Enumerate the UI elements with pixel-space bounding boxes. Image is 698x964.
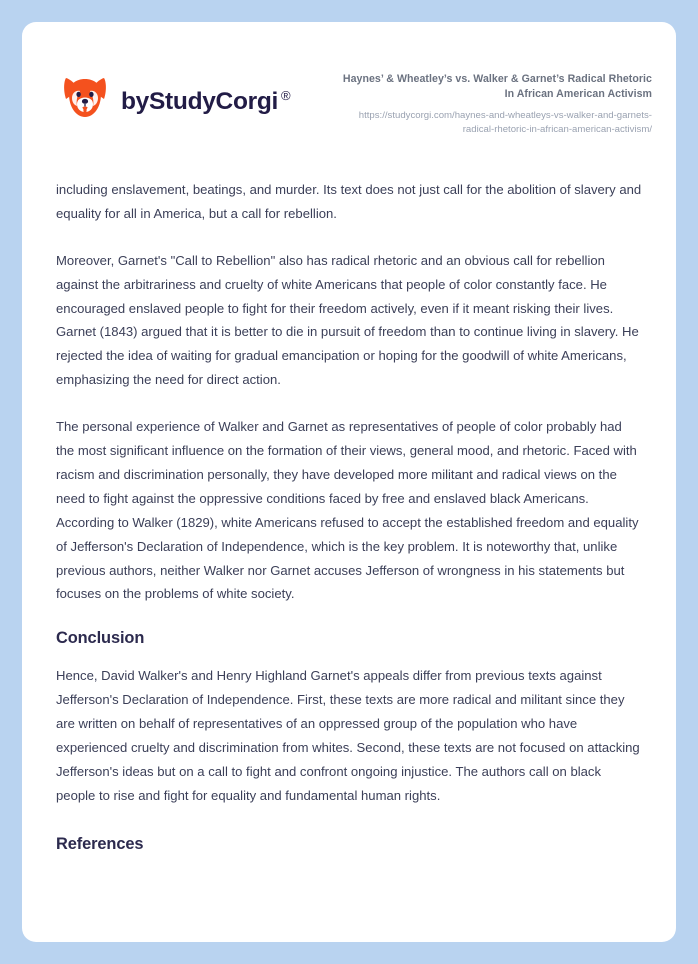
source-url[interactable]: https://studycorgi.com/haynes-and-wheatleys-vs-walker-and-garnets-radical-rhetoric-in-african-american-activism/ bbox=[358, 110, 652, 135]
brand-lockup bbox=[60, 68, 290, 124]
section-heading-conclusion: Conclusion bbox=[56, 629, 145, 648]
brand-prefix: by bbox=[121, 87, 149, 115]
body-paragraph: Moreover, Garnet's "Call to Rebellion" also has radical rhetoric and an obvious call for rebellion against the arbitrariness and cruelty of white Americans that people of color constantly face. He encouraged enslaved people to fight for their freedom actively, even if it meant risking their lives. Garnet (1843) argued that it is better to die in pursuit of freedom than to continue living in slavery. He rejected the idea of waiting for gradual emancipation or hoping for the goodwill of white Americans, emphasizing the need for direct action. bbox=[56, 252, 639, 388]
corgi-head-icon bbox=[60, 74, 110, 124]
body-paragraph: Hence, David Walker's and Henry Highland Garnet's appeals differ from previous texts against Jefferson's Declaration of Independence. First, these texts are more radical and militant since they are written on behalf of representatives of an oppressed group of the population who have experienced cruelty and discrimination from whites. Second, these texts are not focused on attacking Jefferson's ideas but on a call to fight and confront ongoing injustice. The authors call on black people to rise and fight for equality and fundamental human rights. bbox=[56, 668, 640, 803]
brand-name: StudyCorgi bbox=[149, 87, 279, 115]
registered-trademark-icon: ® bbox=[281, 87, 291, 103]
brand-wordmark bbox=[121, 84, 290, 115]
document-meta bbox=[332, 68, 652, 137]
body-paragraph: The personal experience of Walker and Garnet as representatives of people of color probably had the most significant influence on the formation of their views, general mood, and rhetoric. Faced with racism and discrimination personally, they have developed more militant and radical views on the need to fight against the oppressive conditions faced by free and enslaved black Americans. According to Walker (1829), white Americans refused to accept the established freedom and equality of Jefferson's Declaration of Independence, which is the key problem. It is noteworthy that, unlike previous authors, neither Walker nor Garnet accuses Jefferson of wrongness in his statements but focuses on the problems of white society. bbox=[56, 419, 639, 602]
document-page-card bbox=[22, 22, 676, 942]
body-paragraph: including enslavement, beatings, and murder. Its text does not just call for the abolition of slavery and equality for all in America, but a call for rebellion. bbox=[56, 181, 642, 221]
page-title: Haynes’ & Wheatley’s vs. Walker & Garnet’s Radical Rhetoric In African American Activism bbox=[342, 73, 652, 101]
section-heading-references: References bbox=[56, 834, 144, 853]
document-header bbox=[22, 22, 676, 137]
document-body bbox=[22, 178, 676, 854]
